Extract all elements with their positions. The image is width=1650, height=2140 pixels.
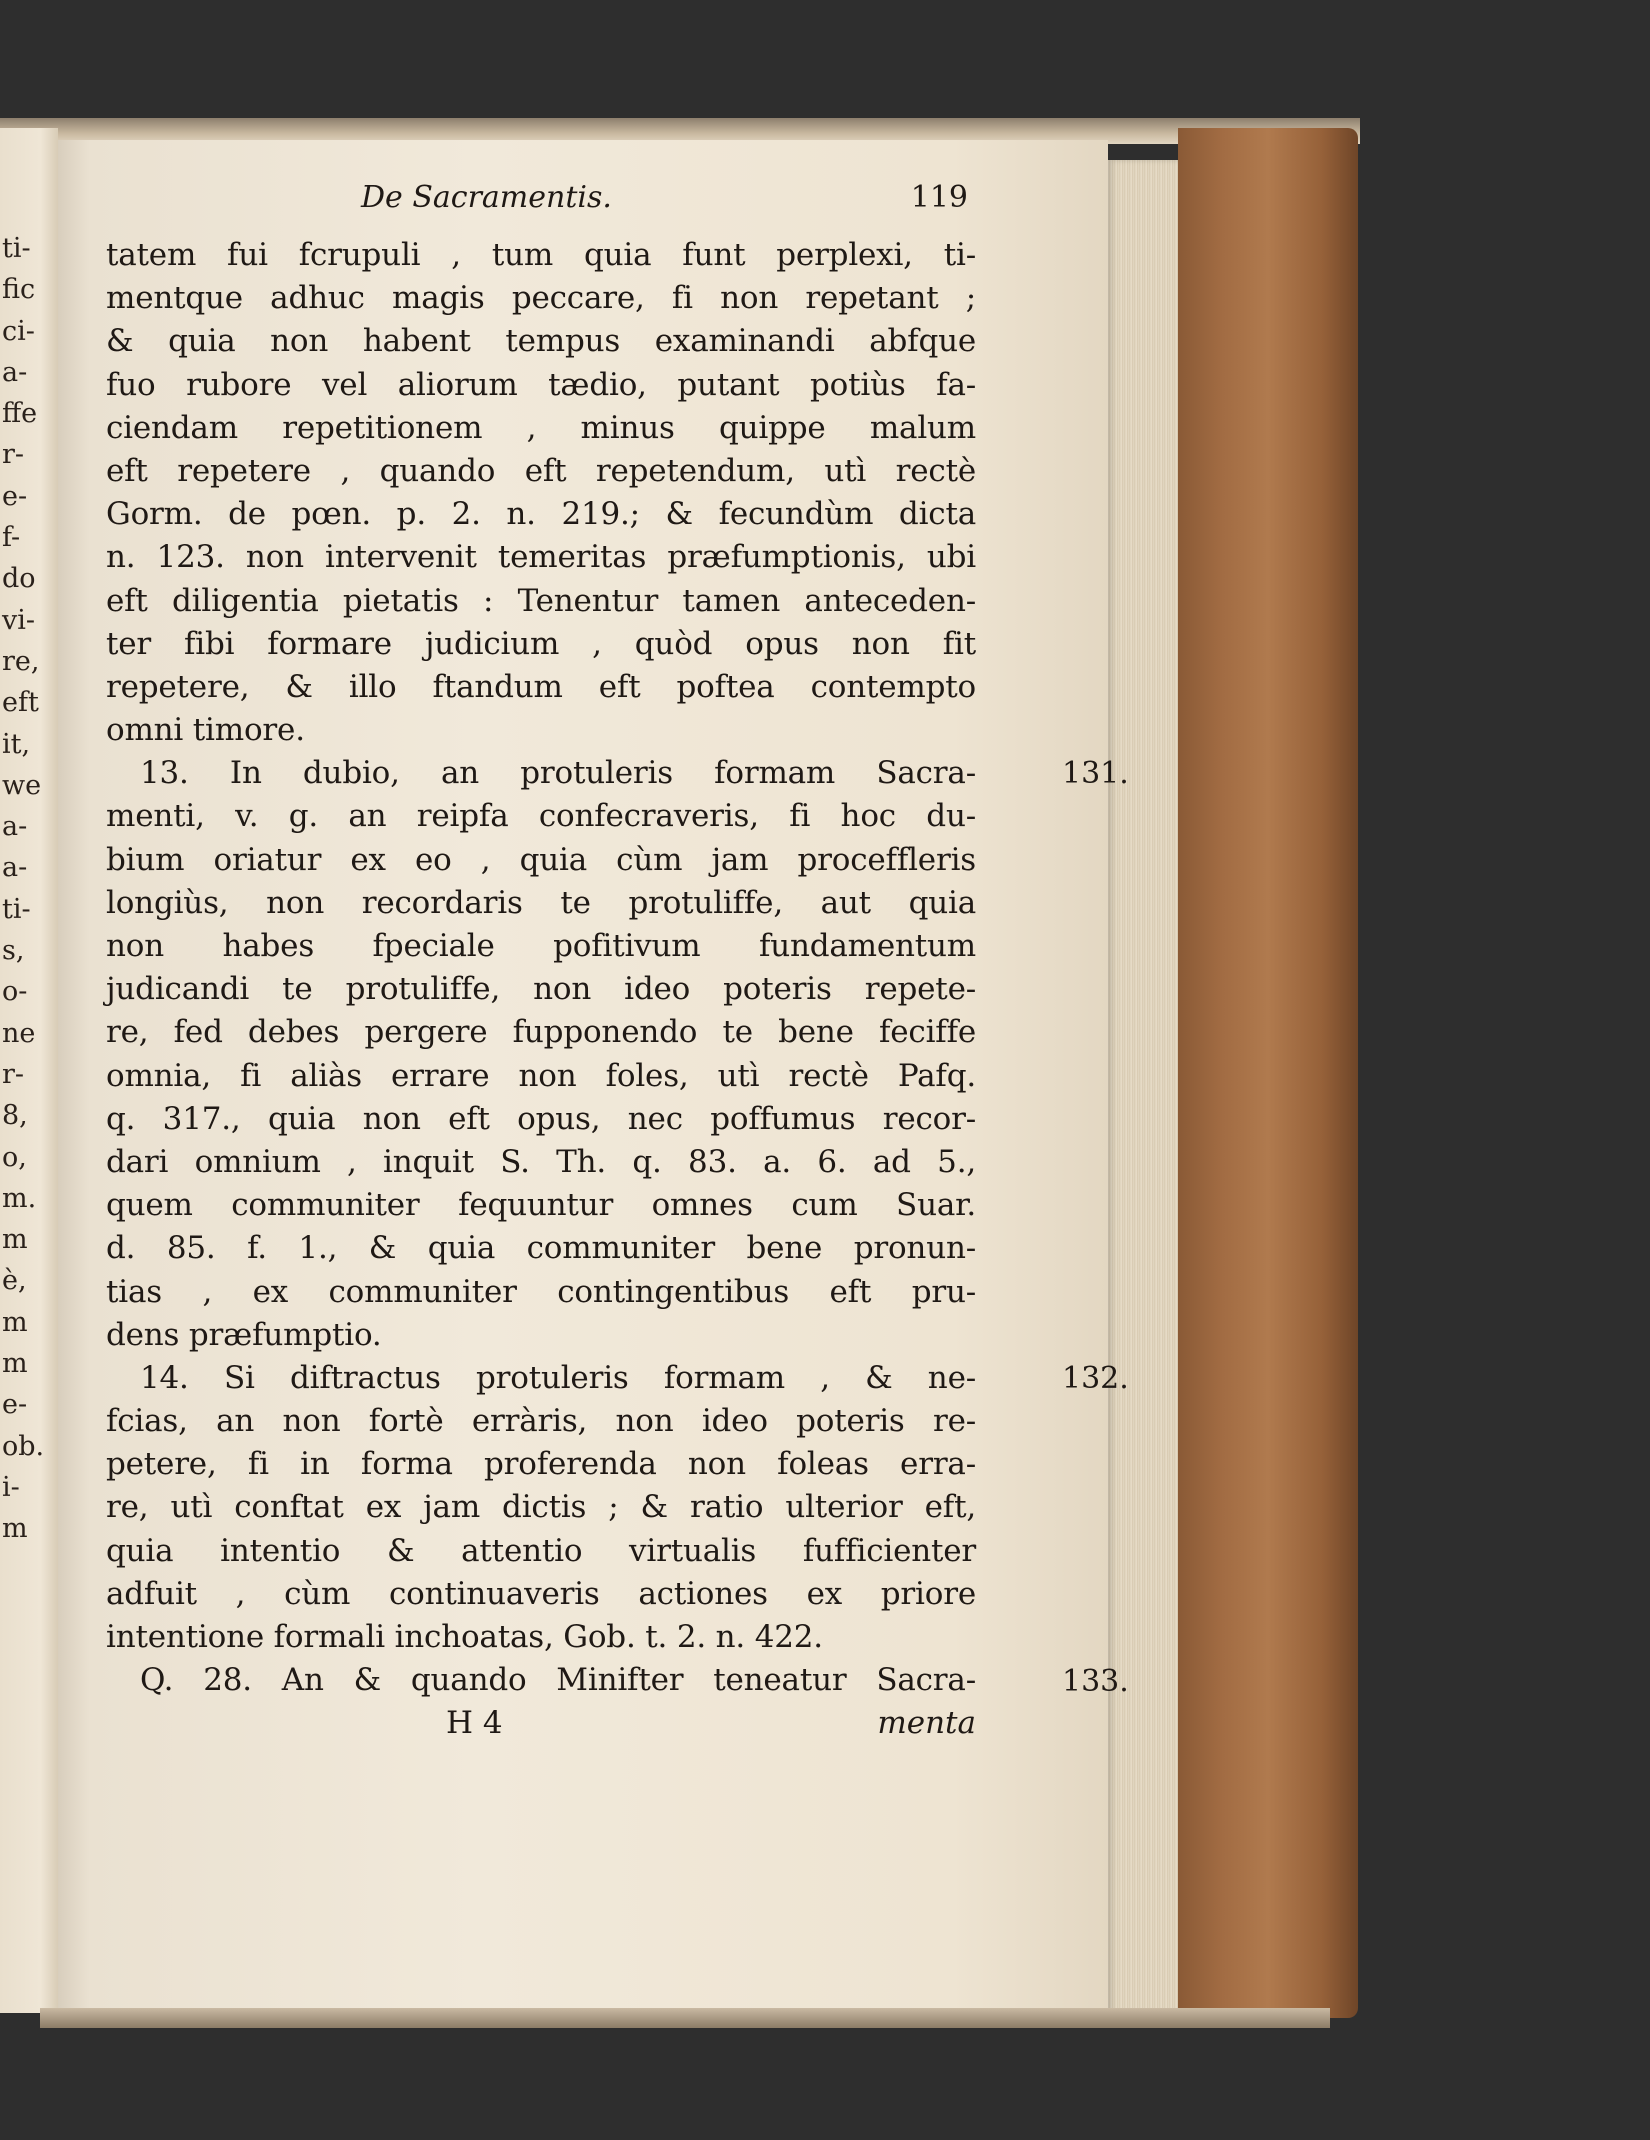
- text-line: q. 317., quia non eft opus, nec poffumus recor-: [106, 1100, 976, 1137]
- text-line: dens præfumptio.: [106, 1316, 382, 1353]
- left-fragment: re,: [2, 645, 40, 677]
- text-line: repetere, & illo ftandum eft poftea contempto: [106, 668, 976, 705]
- text-line: petere, fi in forma proferenda non foleas erra-: [106, 1446, 976, 1483]
- left-fragment: m.: [2, 1182, 37, 1214]
- catchword: menta: [877, 1705, 976, 1742]
- left-fragment: a-: [2, 356, 28, 388]
- text-line: omnia, fi aliàs errare non foles, utì rectè Pafq.: [106, 1057, 976, 1094]
- left-fragment: eft: [2, 687, 39, 719]
- left-fragment: r-: [2, 439, 25, 471]
- text-line: menti, v. g. an reipfa confecraveris, fi hoc du-: [106, 798, 976, 835]
- left-fragment: o,: [2, 1141, 27, 1173]
- text-line: ciendam repetitionem , minus quippe malum: [106, 409, 976, 446]
- text-line: re, utì conftat ex jam dictis ; & ratio ulterior eft,: [106, 1489, 976, 1526]
- text-line: dari omnium , inquit S. Th. q. 83. a. 6. ad 5.,: [106, 1143, 976, 1180]
- running-title: De Sacramentis.: [361, 180, 612, 215]
- left-fragment: ti-: [2, 233, 31, 264]
- text-line: quem communiter fequuntur omnes cum Suar.: [106, 1187, 976, 1224]
- book-cover: [1178, 128, 1358, 2018]
- left-fragment: fic: [2, 274, 36, 306]
- book-bottom-edge: [40, 2008, 1330, 2028]
- text-line: eft repetere , quando eft repetendum, utì rectè: [106, 452, 976, 489]
- margin-number: 132.: [1062, 1361, 1129, 1397]
- margin-number: 131.: [1062, 756, 1129, 792]
- margin-number: 133.: [1062, 1663, 1129, 1699]
- text-line: Q. 28. An & quando Minifter teneatur Sacra-: [140, 1662, 976, 1699]
- text-line: omni timore.: [106, 712, 305, 749]
- text-line: Gorm. de pœn. p. 2. n. 219.; & fecundùm dicta: [106, 496, 976, 533]
- left-fragment: m: [2, 1513, 28, 1545]
- signature-mark: H 4: [446, 1705, 503, 1742]
- text-line: adfuit , cùm continuaveris actiones ex priore: [106, 1575, 976, 1612]
- text-line: fcias, an non fortè erràris, non ideo poteris re-: [106, 1403, 976, 1440]
- text-line: eft diligentia pietatis : Tenentur tamen anteceden-: [106, 582, 976, 619]
- text-line: bium oriatur ex eo , quia cùm jam proceffleris: [106, 841, 976, 878]
- left-fragment: s,: [2, 935, 25, 967]
- text-line: re, fed debes pergere fupponendo te bene feciffe: [106, 1014, 976, 1051]
- left-fragment: f-: [2, 522, 21, 554]
- text-line: & quia non habent tempus examinandi abfque: [106, 323, 976, 360]
- text-line: ter fibi formare judicium , quòd opus non fit: [106, 625, 976, 662]
- left-fragment: it,: [2, 728, 31, 760]
- page-content: [106, 180, 976, 1746]
- left-fragment: r-: [2, 1058, 25, 1090]
- left-fragment: a-: [2, 811, 28, 843]
- left-fragment: do: [2, 563, 36, 595]
- text-line: intentione formali inchoatas, Gob. t. 2. n. 422.: [106, 1619, 823, 1655]
- signature-line: [106, 1702, 976, 1745]
- text-line: 14. Si diftractus protuleris formam , & ne-: [140, 1359, 976, 1396]
- book-page: [58, 140, 1129, 2010]
- text-line: tias , ex communiter contingentibus eft pru-: [106, 1273, 976, 1310]
- left-fragment: m: [2, 1224, 28, 1256]
- page-number: 119: [910, 180, 968, 215]
- left-fragment: m: [2, 1348, 28, 1380]
- text-line: judicandi te protuliffe, non ideo poteris repete-: [106, 971, 976, 1008]
- left-fragment: ci-: [2, 315, 35, 347]
- text-line: n. 123. non intervenit temeritas præfumptionis, ubi: [106, 539, 976, 576]
- text-line: d. 85. f. 1., & quia communiter bene pronun-: [106, 1230, 976, 1267]
- left-fragment: i-: [2, 1471, 20, 1503]
- left-page-edge: [0, 128, 58, 2013]
- running-head: [106, 180, 976, 230]
- text-line: fuo rubore vel aliorum tædio, putant potiùs fa-: [106, 366, 976, 403]
- text-line: tatem fui fcrupuli , tum quia funt perplexi, ti-: [106, 237, 976, 273]
- left-fragment: a-: [2, 852, 28, 884]
- left-fragment: 8,: [2, 1100, 28, 1132]
- text-line: non habes fpeciale pofitivum fundamentum: [106, 928, 976, 964]
- left-page-fragments: [2, 228, 44, 1550]
- left-fragment: ffe: [2, 398, 38, 430]
- text-block: [106, 234, 976, 1702]
- text-line: 13. In dubio, an protuleris formam Sacra-: [140, 755, 976, 792]
- left-fragment: ne: [2, 1017, 36, 1049]
- left-fragment: e-: [2, 1389, 28, 1421]
- left-fragment: e-: [2, 480, 28, 512]
- text-line: quia intentio & attentio virtualis fufficienter: [106, 1532, 976, 1569]
- left-fragment: ob.: [2, 1430, 45, 1462]
- left-fragment: m: [2, 1306, 28, 1338]
- left-fragment: è,: [2, 1265, 27, 1297]
- text-line: mentque adhuc magis peccare, fi non repetant ;: [106, 280, 976, 317]
- left-fragment: we: [2, 769, 42, 801]
- text-line: longiùs, non recordaris te protuliffe, aut quia: [106, 884, 976, 921]
- left-fragment: vi-: [2, 604, 36, 636]
- left-fragment: o-: [2, 976, 28, 1008]
- left-fragment: ti-: [2, 893, 31, 925]
- book-fore-edge: [1108, 160, 1178, 2020]
